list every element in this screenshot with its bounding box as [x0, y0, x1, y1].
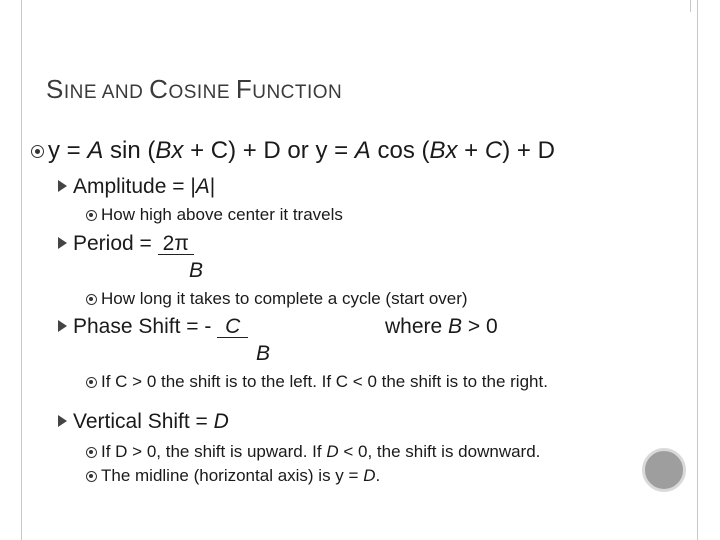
bullet-icon [31, 145, 44, 158]
formula-line: y = A sin (Bx + C) + D or y = A cos (Bx + C) + D [31, 137, 555, 165]
bullet-icon [86, 447, 97, 458]
period-numerator: 2π [158, 233, 194, 255]
phase-description: If C > 0 the shift is to the left. If C < 0 the shift is to the right. [86, 372, 548, 392]
arrow-bullet-icon [58, 180, 67, 192]
bullet-icon [86, 210, 97, 221]
arrow-bullet-icon [58, 320, 67, 332]
period-denominator: B [189, 259, 204, 282]
arrow-bullet-icon [58, 415, 67, 427]
amplitude-description: How high above center it travels [86, 205, 343, 225]
phase-condition: where B > 0 [385, 315, 498, 338]
left-border-line [21, 0, 22, 540]
right-border-line [697, 0, 698, 540]
vertical-shift-line: Vertical Shift = D [58, 410, 229, 434]
phase-denominator: B [256, 342, 271, 365]
corner-line [690, 0, 691, 12]
vertical-description-2: The midline (horizontal axis) is y = D. [86, 466, 380, 486]
bullet-icon [86, 377, 97, 388]
bullet-icon [86, 294, 97, 305]
phase-shift-line: Phase Shift = - C [58, 315, 248, 339]
arrow-bullet-icon [58, 237, 67, 249]
bullet-icon [86, 471, 97, 482]
vertical-description-1: If D > 0, the shift is upward. If D < 0, the shift is downward. [86, 442, 540, 462]
decorative-circle-icon [642, 448, 686, 492]
slide-title: SINE AND COSINE FUNCTION [46, 74, 343, 104]
amplitude-line: Amplitude = |A| [58, 175, 215, 199]
period-description: How long it takes to complete a cycle (start over) [86, 289, 468, 309]
period-line: Period = 2π [58, 232, 194, 256]
phase-numerator: C [217, 316, 248, 338]
